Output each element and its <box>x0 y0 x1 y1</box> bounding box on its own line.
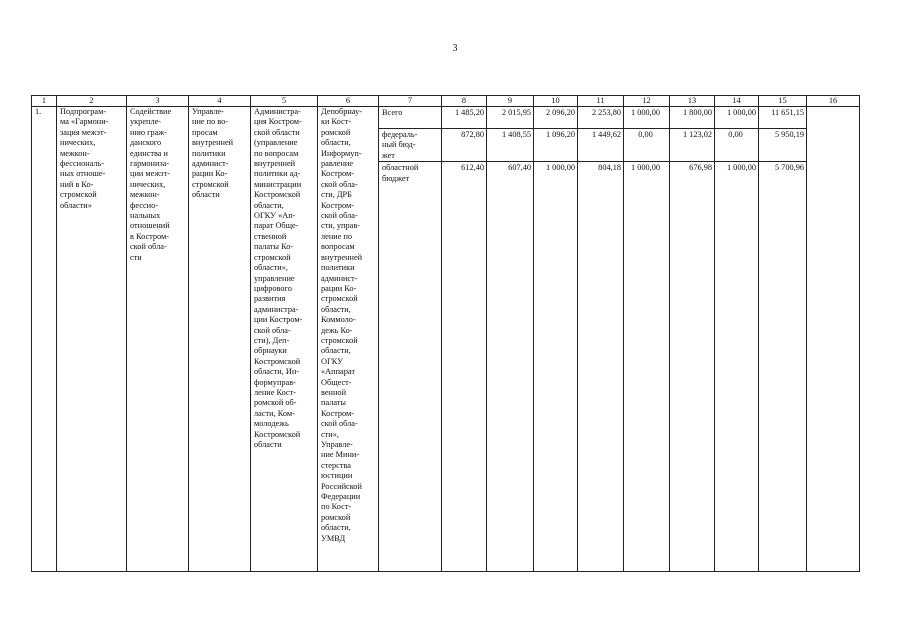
header-cell: 5 <box>251 96 318 107</box>
header-cell: 10 <box>534 96 578 107</box>
column-16-cell <box>807 107 860 572</box>
funding-value: 612,40 <box>442 162 487 572</box>
header-cell: 3 <box>127 96 189 107</box>
header-cell: 2 <box>57 96 127 107</box>
funding-source: федераль- ный бюд- жет <box>379 129 442 162</box>
header-cell: 6 <box>318 96 379 107</box>
funding-value: 1 000,00 <box>534 162 578 572</box>
header-cell: 15 <box>759 96 807 107</box>
funding-source: областной бюджет <box>379 162 442 572</box>
funding-value: 2 096,20 <box>534 107 578 129</box>
funding-value: 1 800,00 <box>670 107 715 129</box>
header-cell: 16 <box>807 96 860 107</box>
header-cell: 4 <box>189 96 251 107</box>
funding-value: 1 000,00 <box>624 107 670 129</box>
header-cell: 7 <box>379 96 442 107</box>
row-number: 1. <box>32 107 57 572</box>
funding-value: 1 000,00 <box>715 107 759 129</box>
header-row <box>32 96 860 107</box>
funding-value: 1 123,02 <box>670 129 715 162</box>
funding-total: 11 651,15 <box>759 107 807 129</box>
funding-value: 676,98 <box>670 162 715 572</box>
funding-value: 0,00 <box>624 129 670 162</box>
funding-value: 2 253,80 <box>578 107 624 129</box>
subprogram-name: Подпрограм- ма «Гармони- зация межэт- нических, межкон- фессиональ- ных отноше- ний в Ко- стромской области» <box>57 107 127 572</box>
funding-value: 1 000,00 <box>624 162 670 572</box>
funding-value: 607,40 <box>487 162 534 572</box>
funding-value: 872,80 <box>442 129 487 162</box>
funding-source: Всего <box>379 107 442 129</box>
header-cell: 9 <box>487 96 534 107</box>
header-cell: 12 <box>624 96 670 107</box>
participants: Депобрнау- ки Кост- ромской области, Информуп- равление Костром- ской обла- сти, ДРБ Костром- ской обла- сти, управ- ление по вопросам внутренней политики админист- рации Ко- стромской области, Коммоло- дежь Ко- стромской области, ОГКУ «Аппарат Общест- венной палаты Костром- ской обла- сти», Управле- ние Мини- стерства юстиции Российской Федерации по Кост- ромской области, УМВД <box>318 107 379 572</box>
co-executors: Администра- ция Костром- ской области (управление по вопросам внутренней политики ад- министрации Костромской области, ОГКУ «Ап- парат Обще- ственной палаты Ко- стромской области», управление цифрового развития администра- ции Костром- ской обла- сти), Деп- обрнауки Костромской области, Ин- формуправ- ление Кост- ромской об- ласти, Ком- молодежь Костромской области <box>251 107 318 572</box>
funding-value: 1 485,20 <box>442 107 487 129</box>
funding-value: 1 000,00 <box>715 162 759 572</box>
page-number: 3 <box>452 43 458 54</box>
responsible-executor: Управле- ние по во- просам внутренней политики админист- рации Ко- стромской области <box>189 107 251 572</box>
program-table <box>31 95 860 572</box>
funding-total: 5 950,19 <box>759 129 807 162</box>
funding-value: 0,00 <box>715 129 759 162</box>
funding-value: 1 408,55 <box>487 129 534 162</box>
funding-value: 1 449,62 <box>578 129 624 162</box>
funding-value: 804,18 <box>578 162 624 572</box>
subprogram-goal: Содействие укрепле- нию граж- данского единства и гармониза- ции межэт- нических, межкон- фессио- нальных отношений в Костром- ской обла- сти <box>127 107 189 572</box>
header-cell: 14 <box>715 96 759 107</box>
header-cell: 1 <box>32 96 57 107</box>
funding-total: 5 700,96 <box>759 162 807 572</box>
table-row <box>32 107 860 129</box>
header-cell: 8 <box>442 96 487 107</box>
header-cell: 11 <box>578 96 624 107</box>
funding-value: 2 015,95 <box>487 107 534 129</box>
funding-value: 1 096,20 <box>534 129 578 162</box>
header-cell: 13 <box>670 96 715 107</box>
